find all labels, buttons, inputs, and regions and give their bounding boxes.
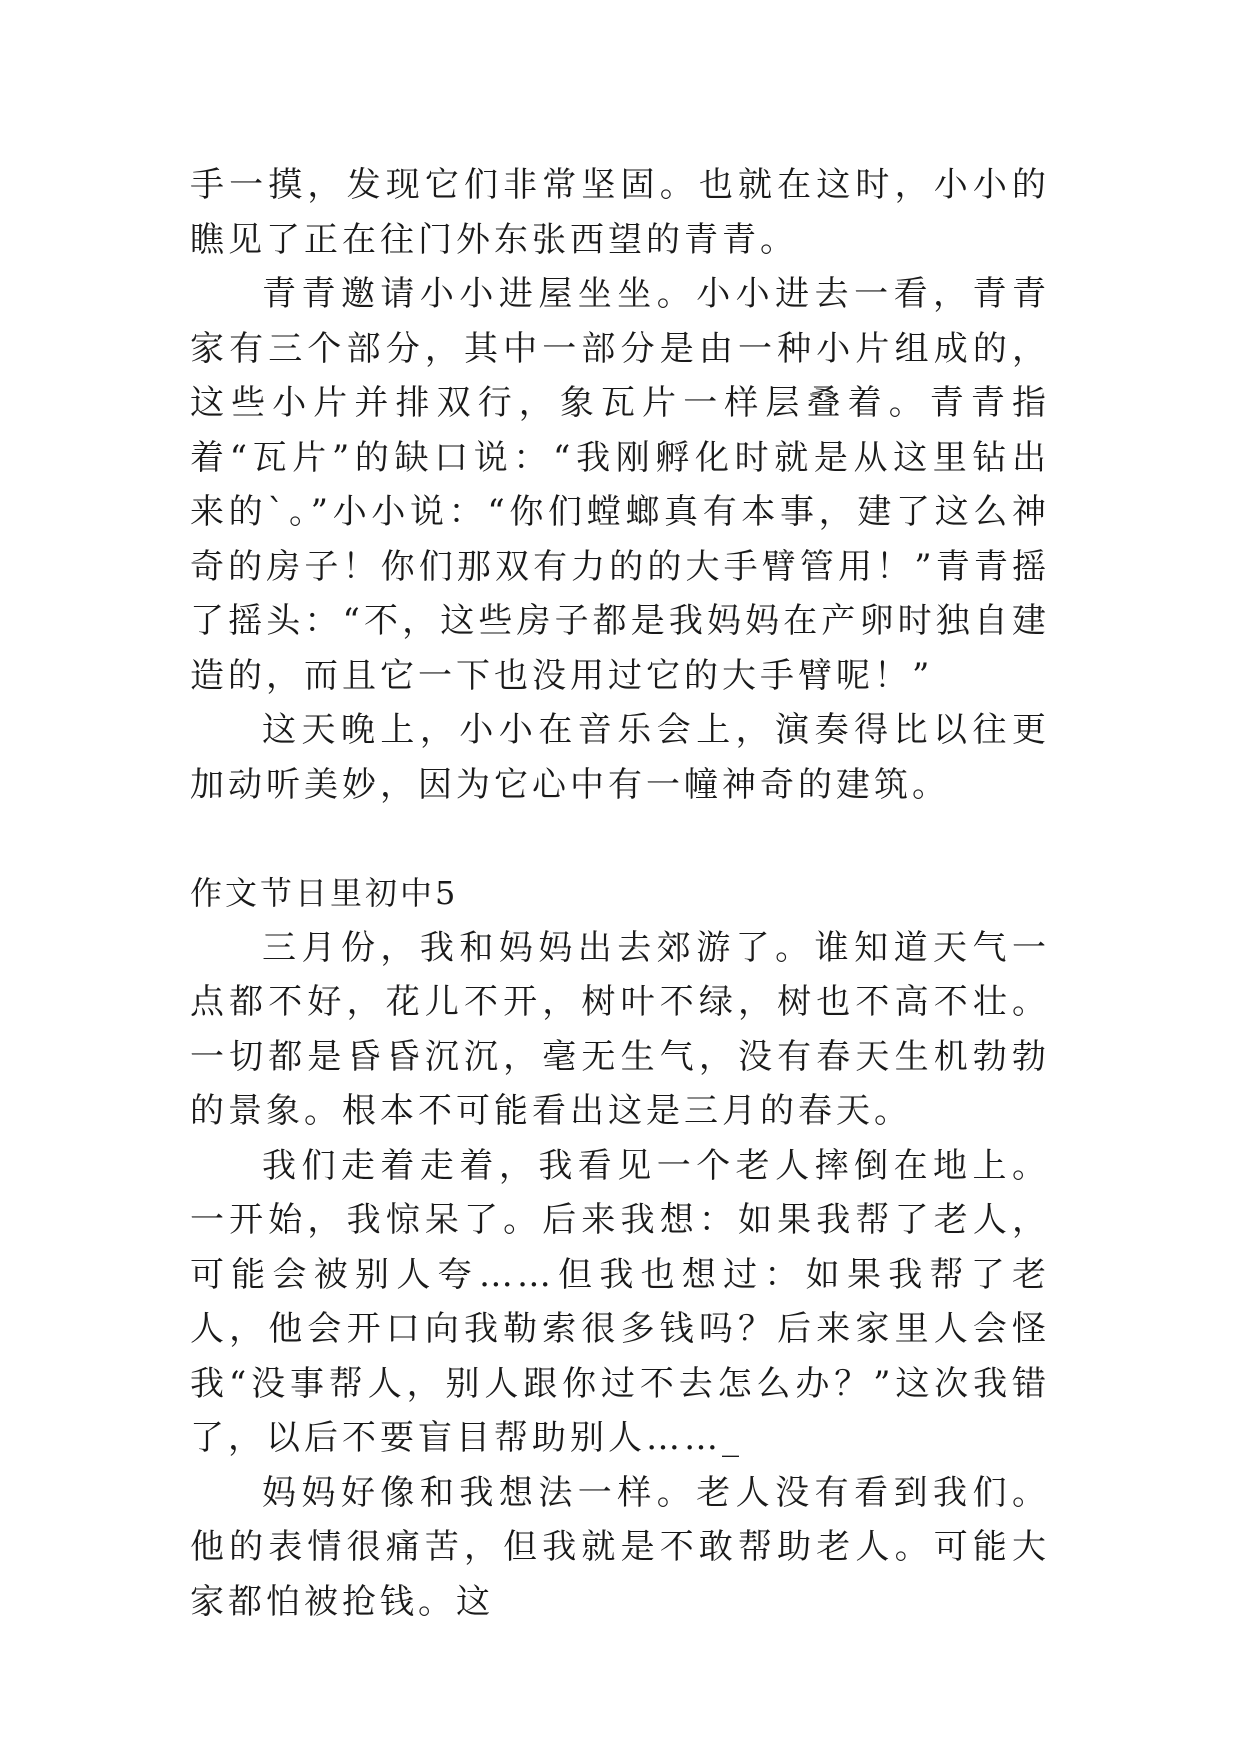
paragraph: 三月份，我和妈妈出去郊游了。谁知道天气一点都不好，花儿不开，树叶不绿，树也不高不壮。一切都是昏昏沉沉，毫无生气，没有春天生机勃勃的景象。根本不可能看出这是三月的春天。 bbox=[190, 927, 1050, 1131]
paragraph: 这天晚上，小小在音乐会上，演奏得比以往更加动听美妙，因为它心中有一幢神奇的建筑。 bbox=[190, 710, 1050, 805]
paragraph: 我们走着走着，我看见一个老人摔倒在地上。一开始，我惊呆了。后来我想：如果我帮了老人，可能会被别人夸……但我也想过：如果我帮了老人，他会开口向我勒索很多钱吗？后来家里人会怪我“没事帮人，别人跟你过不去怎么办？”这次我错了，以后不要盲目帮助别人……_ bbox=[190, 1145, 1050, 1458]
paragraph: 手一摸，发现它们非常坚固。也就在这时，小小的瞧见了正在往门外东张西望的青青。 bbox=[190, 165, 1050, 260]
paragraph: 妈妈好像和我想法一样。老人没有看到我们。他的表情很痛苦，但我就是不敢帮助老人。可能大家都怕被抢钱。这 bbox=[190, 1472, 1050, 1622]
paragraph: 青青邀请小小进屋坐坐。小小进去一看，青青家有三个部分，其中一部分是由一种小片组成的，这些小片并排双行，象瓦片一样层叠着。青青指着“瓦片”的缺口说：“我刚孵化时就是从这里钻出来的`。”小小说：“你们螳螂真有本事，建了这么神奇的房子！你们那双有力的的大手臂管用！”青青摇了摇头：“不，这些房子都是我妈妈在产卵时独自建造的，而且它一下也没用过它的大手臂呢！” bbox=[190, 274, 1050, 696]
section-heading: 作文节日里初中5 bbox=[190, 874, 459, 912]
document-body bbox=[190, 158, 1050, 1629]
